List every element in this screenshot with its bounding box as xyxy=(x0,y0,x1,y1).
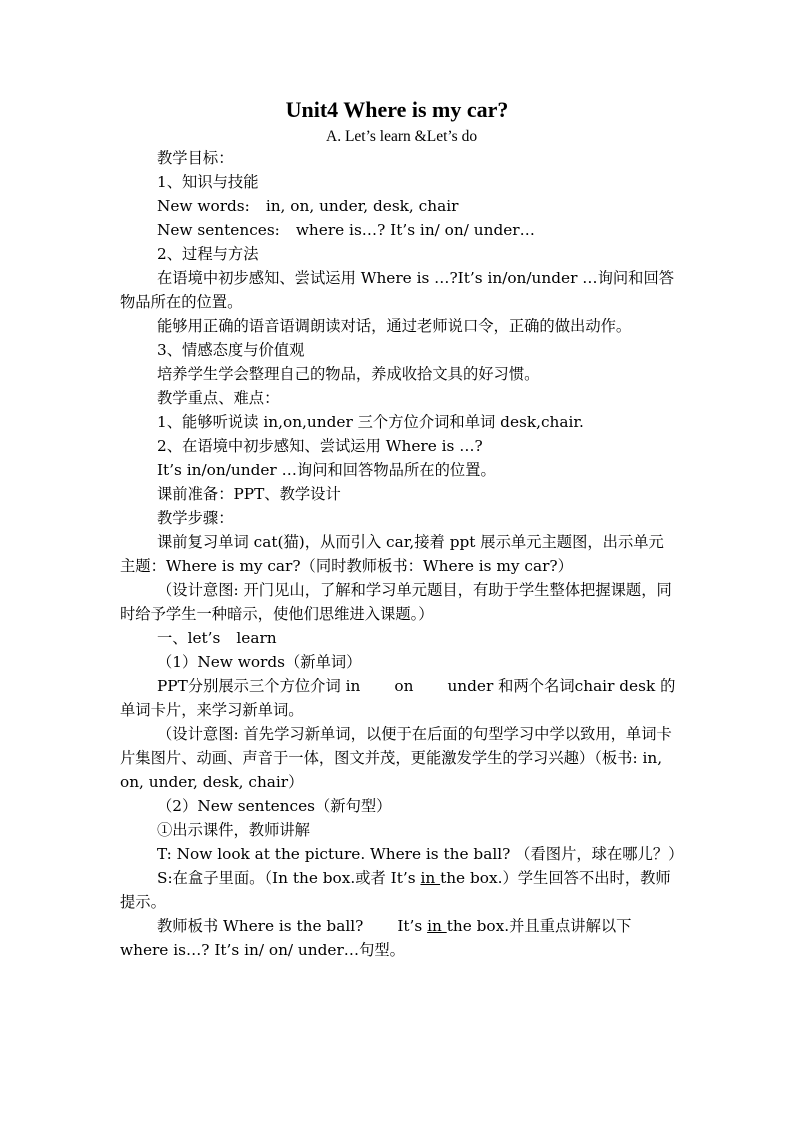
new-words-list: in, on, under, desk, chair xyxy=(265,197,459,215)
word-cards-part-2: on xyxy=(394,677,414,695)
new-sentences-line xyxy=(120,218,678,242)
preparation-line: 课前准备：PPT、教学设计 xyxy=(157,485,341,503)
heading-teaching-steps: 教学步骤： xyxy=(157,509,234,527)
section-learn-label: learn xyxy=(236,629,277,647)
heading-process-method: 2、过程与方法 xyxy=(157,245,259,263)
section-lets-label: 一、let’s xyxy=(157,629,221,647)
heading-knowledge-skills: 1、知识与技能 xyxy=(157,173,259,191)
paragraph-attitude: 培养学生学会整理自己的物品，养成收拾文具的好习惯。 xyxy=(157,365,540,383)
paragraph-process-2: 能够用正确的语音语调朗读对话，通过老师说口令，正确的做出动作。 xyxy=(157,317,632,335)
heading-teaching-goals: 教学目标： xyxy=(157,149,234,167)
underlined-in-2: in xyxy=(427,917,447,935)
step-show-courseware: ①出示课件，教师讲解 xyxy=(157,821,310,839)
section-lets-learn xyxy=(120,626,678,650)
key-point-2: 2、在语境中初步感知、尝试运用 Where is …? xyxy=(157,437,483,455)
teacher-board-writing xyxy=(120,914,678,962)
underlined-in-1: in xyxy=(420,869,441,887)
new-sentences-label: New sentences: xyxy=(157,221,280,239)
paragraph-process-1: 在语境中初步感知、尝试运用 Where is …?It’s in/on/under …询问和回答物品所在的位置。 xyxy=(120,269,675,311)
heading-attitude-values: 3、情感态度与价值观 xyxy=(157,341,305,359)
key-point-1: 1、能够听说读 in,on,under 三个方位介词和单词 desk,chair. xyxy=(157,413,584,431)
heading-key-points: 教学重点、难点： xyxy=(157,389,280,407)
paragraph-word-cards xyxy=(120,674,678,722)
new-sentences-pattern: where is…? It’s in/ on/ under… xyxy=(295,221,535,239)
new-words-label: New words: xyxy=(157,197,250,215)
board-writing-question: 教师板书 Where is the ball? xyxy=(157,917,364,935)
student-answer-part-1: S:在盒子里面。（In the box.或者 It’s xyxy=(157,869,421,887)
subheading-new-words: （1）New words（新单词） xyxy=(157,653,362,671)
student-dialogue xyxy=(120,866,678,914)
subheading-new-sentences: （2）New sentences（新句型） xyxy=(157,797,392,815)
board-writing-rest: the box.并且重点讲解以下 where is…? It’s in/ on/ under…句型。 xyxy=(120,917,632,959)
teacher-dialogue: T: Now look at the picture. Where is the ball? （看图片，球在哪儿？） xyxy=(157,845,684,863)
document-subtitle: A. Let’s learn &Let’s do xyxy=(326,128,478,145)
paragraph-design-intent-1: （设计意图: 开门见山，了解和学习单元题目，有助于学生整体把握课题，同时给予学生一种暗示，使他们思维进入课题。） xyxy=(120,581,672,623)
document-body xyxy=(0,146,794,962)
word-cards-part-1: PPT分别展示三个方位介词 in xyxy=(157,677,361,695)
paragraph-warmup: 课前复习单词 cat(猫)，从而引入 car,接着 ppt 展示单元主题图，出示单元主题：Where is my car?（同时教师板书：Where is my car?） xyxy=(120,533,664,575)
paragraph-design-intent-2: （设计意图: 首先学习新单词，以便于在后面的句型学习中学以致用，单词卡片集图片、动画、声音于一体，图文并茂，更能激发学生的学习兴趣）（板书: in, on, under, desk, chair） xyxy=(120,725,672,791)
new-words-line xyxy=(120,194,678,218)
word-cards-part-3: under 和两个名词chair desk 的单词卡片，来学习新单词。 xyxy=(120,677,676,719)
document-title: Unit4 Where is my car? xyxy=(285,97,509,122)
key-point-2-continued: It’s in/on/under …询问和回答物品所在的位置。 xyxy=(157,461,496,479)
board-writing-its: It’s xyxy=(397,917,428,935)
student-answer-part-2: the box.）学生回答不出时，教师提示。 xyxy=(120,869,671,911)
